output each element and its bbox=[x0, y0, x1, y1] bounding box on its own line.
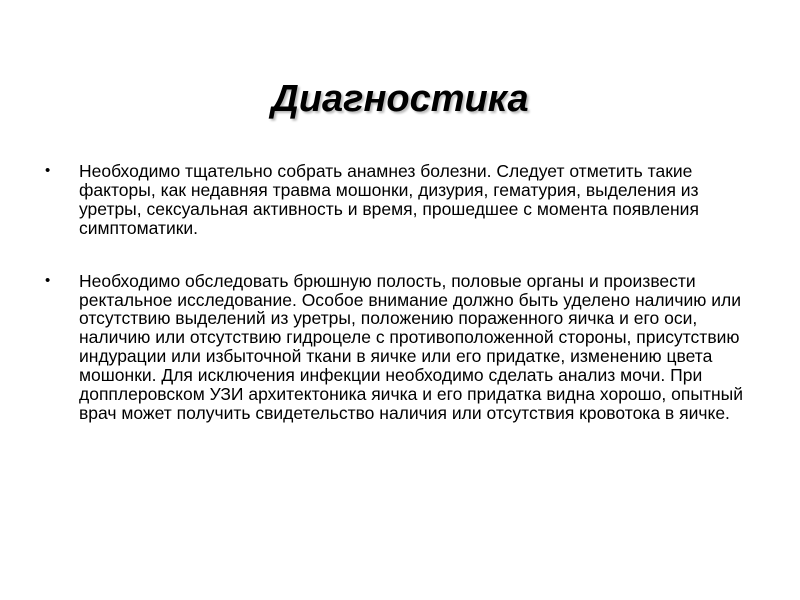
bullet-list bbox=[0, 162, 800, 423]
bullet-text-examination: Необходимо обследовать брюшную полость, половые органы и произвести ректальное исследование. Особое внимание должно быть уделено наличию или отсутствию выделений из уретры, положению пораженного яичка и его оси, наличию или отсутствию гидроцеле с противоположенной стороны, присутствию индурации или избыточной ткани в яичке или его придатке, изменению цвета мошонки. Для исключения инфекции необходимо сделать анализ мочи. При допплеровском УЗИ архитектоника яичка и его придатка видна хорошо, опытный врач может получить свидетельство наличия или отсутствия кровотока в яичке. bbox=[79, 270, 743, 423]
bullet-item-history bbox=[0, 162, 800, 238]
bullet-icon: • bbox=[45, 271, 51, 289]
slide-title: Диагностика bbox=[271, 78, 529, 121]
bullet-text-history: Необходимо тщательно собрать анамнез болезни. Следует отметить такие факторы, как недавняя травма мошонки, дизурия, гематурия, выделения из уретры, сексуальная активность и время, прошедшее с момента появления симптоматики. bbox=[79, 161, 699, 238]
bullet-item-examination bbox=[0, 272, 800, 423]
bullet-icon: • bbox=[45, 162, 51, 179]
